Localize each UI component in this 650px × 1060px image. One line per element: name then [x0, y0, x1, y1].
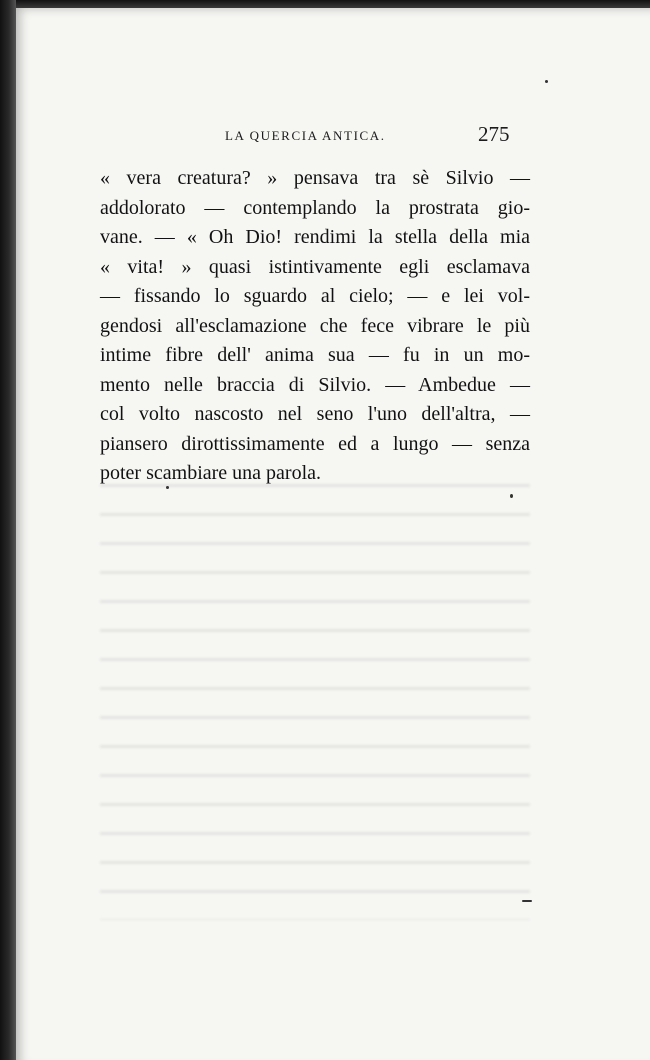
text-line: vane. — « Oh Dio! rendimi la stella della mia	[100, 226, 530, 248]
text-line: col volto nascosto nel seno l'uno dell'altra, —	[100, 403, 530, 425]
page-number: 275	[478, 122, 510, 146]
text-line: mento nelle braccia di Silvio. — Ambedue —	[100, 373, 530, 396]
text-line: piansero dirottissimamente ed a lungo — senza	[100, 432, 530, 455]
paper-speck	[166, 486, 169, 489]
book-spine-edge	[0, 0, 16, 1060]
text-line: — fissando lo sguardo al cielo; — e lei vol-	[100, 285, 530, 307]
show-through-texture	[100, 470, 530, 920]
paper-speck	[522, 900, 532, 902]
text-line: « vera creatura? » pensava tra sè Silvio —	[100, 167, 530, 189]
text-line: gendosi all'esclamazione che fece vibrare le più	[100, 314, 530, 337]
body-paragraph	[100, 164, 530, 489]
page-header	[0, 122, 650, 150]
paper-speck	[545, 80, 548, 83]
paper-speck	[510, 494, 513, 498]
text-line: intime fibre dell' anima sua — fu in un mo-	[100, 344, 530, 366]
running-title: LA QUERCIA ANTICA.	[225, 128, 386, 143]
text-line: poter scambiare una parola.	[100, 462, 322, 484]
text-line: « vita! » quasi istintivamente egli esclamava	[100, 255, 530, 278]
text-line: addolorato — contemplando la prostrata gio-	[100, 196, 530, 219]
